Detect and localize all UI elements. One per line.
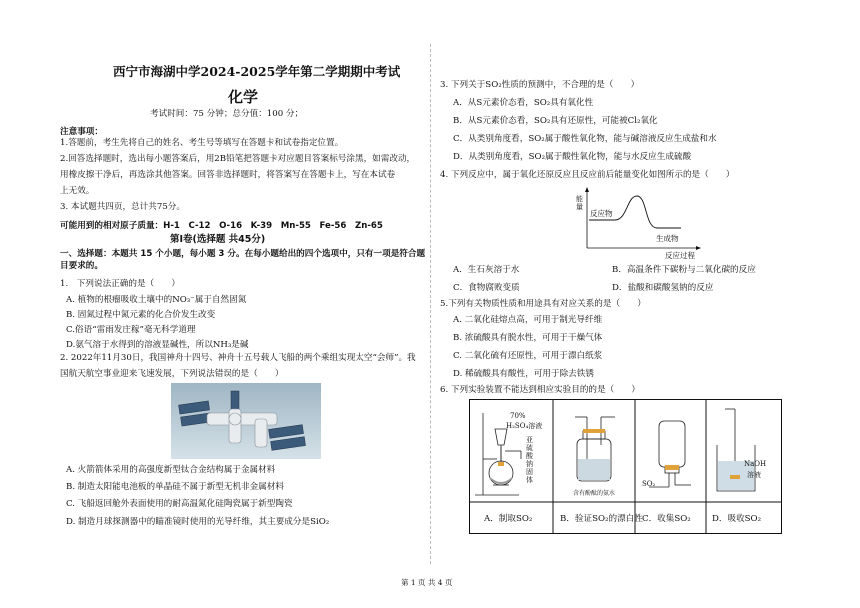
naoh-label: NaOH	[744, 460, 767, 468]
atomic-mass-line	[60, 221, 383, 232]
column-divider	[430, 44, 431, 564]
note-line: 上无效。	[60, 186, 95, 196]
acid-label: 70%	[510, 412, 526, 420]
q6-stem: 6. 下列实验装置不能达到相应实验目的的是（ ）	[440, 385, 640, 395]
q4-option-d: D．盐酸和碳酸氢钠的反应	[612, 283, 714, 293]
note-line: 1.答题前，考生先将自己的姓名、考生号等填写在答题卡和试卷指定位置。	[60, 138, 344, 148]
q6-caption-d: D．吸收SO₂	[712, 514, 762, 524]
salt-label: 亚硫酸钠固体	[526, 436, 533, 484]
acid-label: H₂SO₄溶液	[506, 422, 543, 430]
atomic-mass-label: 可能用到的相对原子质量：	[60, 221, 164, 231]
q6-caption-c: C．收集SO₂	[642, 514, 691, 524]
notes-heading: 注意事项：	[60, 127, 103, 137]
q1-option-b: B. 固氮过程中氮元素的化合价发生改变	[66, 310, 216, 320]
naoh-label: 溶液	[747, 471, 761, 479]
q5-stem: 5.下列有关物质性质和用途具有对应关系的是（ ）	[440, 299, 646, 309]
q3-stem: 3. 下列关于SO₂性质的预测中，不合理的是（ ）	[440, 80, 640, 90]
q4-option-b: B．高温条件下碳粉与二氧化碳的反应	[612, 265, 756, 275]
q6-caption-b: B．验证SO₂的漂白性	[560, 514, 643, 524]
q1-option-a: A. 植物的根瘤吸收土壤中的NO₃⁻属于自然固氮	[66, 295, 247, 305]
q5-option-c: C. 二氧化硫有还原性，可用于漂白纸浆	[453, 351, 603, 361]
products-label: 生成物	[656, 234, 679, 243]
q2-option-c: C. 飞船返回舱外表面使用的耐高温氮化硅陶瓷属于新型陶瓷	[66, 499, 293, 509]
exam-info: 考试时间：75 分钟；总分值：100 分；	[150, 109, 304, 119]
q2-option-b: B. 制造太阳能电池板的单晶硅不属于新型无机非金属材料	[66, 482, 285, 492]
q4-option-c: C．食物腐败变质	[453, 283, 520, 293]
page-footer: 第 1 页 共 4 页	[401, 578, 453, 587]
q5-option-b: B. 浓硫酸具有脱水性，可用于干燥气体	[453, 333, 603, 343]
q3-option-b: B．从S元素价态看，SO₂具有还原性，可能被Cl₂氧化	[453, 116, 658, 126]
so2-label: SO₂	[642, 480, 656, 488]
water-label: 含有酚酞的氨水	[573, 490, 616, 497]
space-station-image	[171, 383, 321, 459]
q3-option-a: A．从S元素价态看，SO₂具有氧化性	[453, 98, 594, 108]
section-instruction: 一、选择题：本题共 15 个小题，每小题 3 分。在每小题给出的四个选项中，只有一项是符合题	[60, 249, 426, 259]
note-line: 3. 本试题共四页，总计共75分。	[60, 202, 185, 212]
reactants-label: 反应物	[590, 209, 613, 218]
q2-option-d: D. 制造月球探测器中的瞄准镜时使用的光导纤维，其主要成分是SiO₂	[66, 517, 330, 527]
energy-axis-label: 能量	[576, 195, 583, 211]
q3-option-c: C．从类别角度看，SO₂属于酸性氧化物，能与碱溶液反应生成盐和水	[453, 134, 717, 144]
q1-option-d: D.氨气溶于水得到的溶液显碱性，所以NH₃是碱	[66, 340, 249, 350]
atomic-mass-values: H-1 C-12 O-16 K-39 Mn-55 Fe-56 Zn-65	[163, 221, 383, 231]
note-line: 2.回答选择题时，选出每小题答案后，用2B铅笔把答题卡对应题目答案标号涂黑，如需改动，	[60, 154, 416, 164]
q2-stem: 国航天航空事业迎来飞速发展，下列说法错误的是（ ）	[60, 369, 284, 379]
q2-stem: 2. 2022年11月30日，我国神舟十四号、神舟十五号载人飞船的两个乘组实现太空“会师”。我	[60, 353, 416, 363]
q4-option-a: A．生石灰溶于水	[453, 265, 520, 275]
q1-option-c: C.俗语“雷雨发庄稼”毫无科学道理	[66, 325, 196, 335]
q3-option-d: D．从类别角度看，SO₂属于酸性氧化物，能与水反应生成硫酸	[453, 152, 692, 162]
volume-title: 第I卷(选择题 共45分)	[170, 234, 266, 245]
exam-title: 西宁市海湖中学2024-2025学年第二学期期中考试	[113, 64, 401, 79]
subject-title: 化学	[228, 88, 259, 106]
reaction-progress-label: 反应过程	[665, 251, 695, 260]
q5-option-a: A. 二氧化硅熔点高，可用于制光导纤维	[453, 315, 603, 325]
q1-stem: 1. 下列说法正确的是（ ）	[60, 279, 180, 289]
q5-option-d: D. 稀硫酸具有酸性，可用于除去铁锈	[453, 369, 594, 379]
q6-caption-a: A．制取SO₂	[484, 514, 533, 524]
q2-option-a: A. 火箭箭体采用的高强度新型钛合金结构属于金属材料	[66, 465, 276, 475]
q4-stem: 4. 下列反应中，属于氧化还原反应且反应前后能量变化如图所示的是（ ）	[440, 170, 735, 180]
note-line: 用橡皮擦干净后，再选涂其他答案。回答非选择题时，将答案写在答题卡上，写在本试卷	[60, 170, 396, 180]
section-instruction: 目要求的。	[60, 261, 103, 271]
